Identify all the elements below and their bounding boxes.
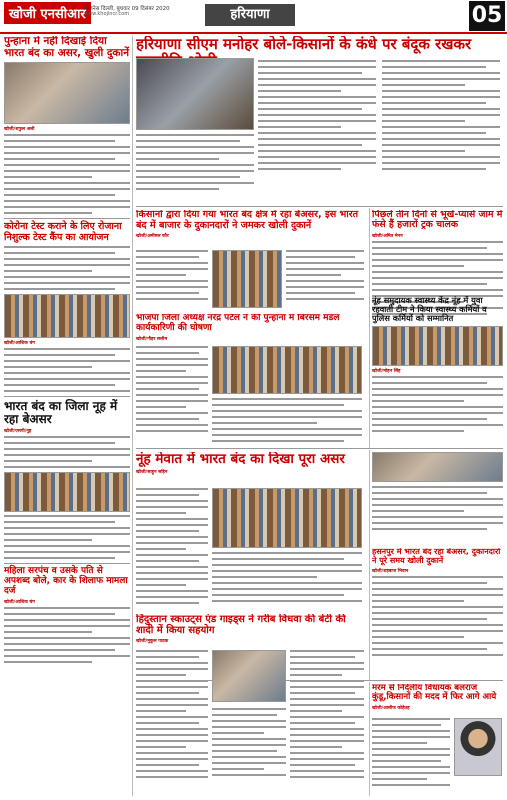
- story-body: [258, 60, 376, 174]
- story-body: [4, 436, 130, 468]
- story-s6: [136, 314, 366, 446]
- masthead: [0, 0, 507, 34]
- story-headline: हरियाणा सीएम मनोहर बोले-किसानों के कंधे पर बंदूक रखकर: [136, 36, 472, 53]
- story-s10: [372, 548, 503, 678]
- story-byline: खोजी/अमित मेनन: [372, 233, 403, 239]
- story-headline: हसनपुर में भारत बंद रहा बेअसर, दुकानदारों ने पूरे समय खोली दुकानें: [372, 548, 501, 565]
- newspaper-brand: खोजी एनसीआर: [4, 2, 91, 24]
- story-headline: भारत बंद का जिला नूह में रहा बेअसर: [4, 398, 118, 427]
- story-photo: [372, 452, 503, 482]
- story-s4: [136, 210, 366, 310]
- story-photo: [212, 346, 362, 394]
- story-byline: खोजी/आशिक चंग: [4, 340, 35, 346]
- story-headline: मरम से निर्दलीय विधायक बलराज कुंडू,किसानों की मदद में फिर आगे आये: [372, 684, 497, 703]
- story-photo: [212, 650, 286, 702]
- dateline: बिजनेस दिल्ली, बुधवार 09 दिसंबर 2020: [84, 6, 170, 12]
- story-body: [212, 552, 362, 606]
- story-photo: [4, 62, 130, 124]
- story-body: [290, 650, 364, 782]
- story-byline: खोजी/शहबाज भिवान: [372, 568, 409, 574]
- story-photo: [212, 250, 282, 308]
- story-byline: खोजी/अमीरुल कौर: [136, 234, 169, 240]
- story-photo: [454, 718, 502, 776]
- story-body: [136, 346, 208, 436]
- story-photo: [372, 326, 503, 366]
- story-body: [212, 398, 362, 446]
- story-byline: खोजी/आसीफ कोहेतह: [372, 705, 410, 711]
- story-body: [4, 515, 130, 559]
- story-headline: पुन्हाना में नहीं दिखाई दिया भारत बंद का असर, खुली दुकानें: [4, 36, 130, 59]
- story-body: [372, 576, 503, 656]
- story-byline: खोजी/शफुल अली: [4, 127, 35, 133]
- story-byline: खोजी/आशिक चंग: [4, 600, 35, 606]
- story-body: [136, 488, 208, 608]
- story-headline: भाजपा जिला अध्यक्ष नरेंद्र पटेल ने की पुन्हाना में बिरसम मंडल कार्यकारिणी की घोषणा: [136, 314, 340, 333]
- story-byline: खोजी/साहून सहिन: [136, 469, 168, 475]
- story-headline: कोरोना टेस्ट कराने के लिए रोजाना निशुल्क टेस्ट कैंप का आयोजन: [4, 221, 122, 243]
- story-body: [4, 607, 130, 663]
- page-number: 05: [469, 1, 505, 31]
- story-photo: [136, 58, 254, 130]
- story-photo: [4, 294, 130, 338]
- section-title: हरियाणा: [205, 4, 295, 26]
- story-headline: नूंह मेवात में भारत बंद का दिखा पूरा असर: [136, 452, 345, 467]
- story-body: [136, 650, 208, 782]
- story-body: [382, 60, 500, 174]
- story-headline: किसानों द्वारा दिया गया भारत बंद क्षेत्र में रहा बेअसर, इस भारत बंद में बाजार के दुकानदारों ने जमकर खोली दुकानें: [136, 210, 359, 231]
- story-s9: [136, 452, 366, 612]
- story-byline: खोजी/मोहन सिंह: [372, 369, 401, 375]
- story-s12: [136, 614, 366, 796]
- story-body: [212, 708, 286, 780]
- story-headline: हिंदुस्तान स्काउट्स एंड गाइड्स ने गरीब विधवा की बेटी की शादी में किया सहयोग: [136, 614, 346, 636]
- story-body: [372, 718, 450, 790]
- story-body: [136, 134, 254, 194]
- story-byline: खोजी/गौहर सलीम: [136, 336, 168, 342]
- story-body: [372, 486, 503, 530]
- story-photo: [212, 488, 362, 548]
- story-headline: नूंह समुदायक स्वास्थ्य केंद्र नूंह में युवा रहवाती टीम ने किया स्वास्थ्य कर्मियों व पुलिस कर्मियों को सम्मानित: [372, 296, 487, 324]
- story-headline: पिछले तीन दिनों से भूखे-प्यासे जाम में फंसे हैं हजारों ट्रक चालक: [372, 210, 503, 231]
- story-photo: [4, 472, 130, 512]
- story-byline: खोजी/मुकुल पाठक: [136, 639, 169, 644]
- story-body: [372, 376, 503, 432]
- story-s7: [372, 296, 503, 446]
- story-body: [136, 250, 208, 304]
- story-byline: खोजी/एसपी/नूह: [4, 429, 32, 435]
- story-body: [4, 246, 130, 290]
- story-body: [4, 348, 130, 392]
- story-s13: [372, 684, 503, 796]
- story-s7-continued: [372, 452, 503, 544]
- website: www.khojincr.com: [84, 11, 130, 17]
- story-body: [286, 250, 364, 304]
- story-headline: महिला सरपंच व उसके पति से अपशब्द बोले, कार के शिलाफ मामला दर्ज: [4, 566, 128, 597]
- story-body: [4, 134, 130, 214]
- left-column: [4, 36, 130, 796]
